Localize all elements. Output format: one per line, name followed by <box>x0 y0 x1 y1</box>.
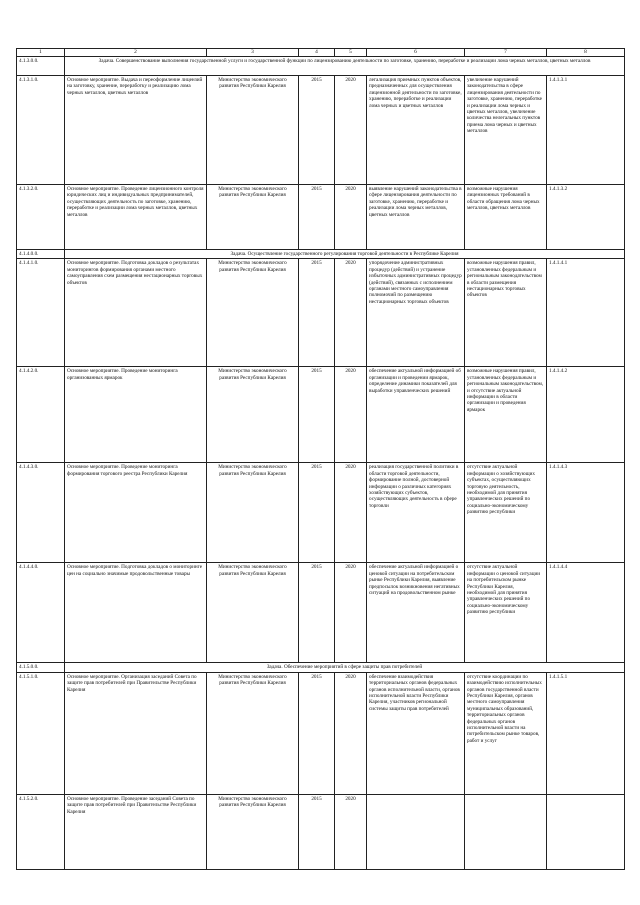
measure-row <box>17 185 625 250</box>
measure-start-year: 2015 <box>299 563 335 663</box>
measure-indicator: 1.4.1.4.4 <box>547 563 625 663</box>
measure-consequence: отсутствие актуальной информации о ценовой ситуации на потребительском рынке Республики Карелия, необходимой для принятия управленческих решений по социально-экономическому развитию республики <box>465 563 547 663</box>
measure-name: Основное мероприятие. Организация заседаний Совета по защите прав потребителей при Правительстве Республики Карелия <box>65 672 207 794</box>
measure-consequence: отсутствие актуальной информации о хозяйствующих субъектах, осуществляющих торговую деятельность, необходимой для принятия управленческих решений по социально-экономическому развитию республики <box>465 463 547 563</box>
measure-end-year: 2020 <box>335 563 367 663</box>
measure-executor: Министерство экономического развития Республики Карелия <box>207 563 299 663</box>
measure-executor: Министерство экономического развития Республики Карелия <box>207 672 299 794</box>
measure-code: 4.1.4.1.0. <box>17 259 65 367</box>
measure-end-year: 2020 <box>335 672 367 794</box>
column-number: 6 <box>367 49 465 57</box>
measure-name: Основное мероприятие. Подготовка докладов о результатах мониторингов формирования органами местного самоуправления схем размещения нестационарных торговых объектов <box>65 259 207 367</box>
program-table-page <box>16 48 624 870</box>
measure-row <box>17 463 625 563</box>
measure-end-year: 2020 <box>335 794 367 869</box>
measure-indicator: 1.4.1.4.1 <box>547 259 625 367</box>
measure-row <box>17 259 625 367</box>
measure-start-year: 2015 <box>299 259 335 367</box>
measure-consequence: возможные нарушения правил, установленных федеральным и региональным законодательством в области размещения нестационарных торговых объектов <box>465 259 547 367</box>
measure-indicator: 1.4.1.3.2 <box>547 185 625 250</box>
measure-name: Основное мероприятие. Подготовка докладов о мониторинге цен на социально значимые продовольственные товары <box>65 563 207 663</box>
measure-expected-result: легализация приемных пунктов объектов, предназначенных для осуществления лицензионной деятельности по заготовке, хранению, переработке и реализации лома черных и цветных металлов <box>367 76 465 185</box>
measure-consequence: увеличение нарушений законодательства в сфере лицензирования деятельности по заготовке, хранению, переработке и реализации лома черных и цветных металлов, увеличение количества нелегальных пунктов приема лома черных и цветных металлов <box>465 76 547 185</box>
measure-end-year: 2020 <box>335 463 367 563</box>
task-row <box>17 250 625 259</box>
task-title: Задача. Обеспечение мероприятий в сфере защиты прав потребителей <box>65 663 625 672</box>
measure-executor: Министерство экономического развития Республики Карелия <box>207 794 299 869</box>
measure-start-year: 2015 <box>299 463 335 563</box>
measure-end-year: 2020 <box>335 185 367 250</box>
measure-end-year: 2020 <box>335 259 367 367</box>
measure-name: Основное мероприятие. Проведение заседаний Совета по защите прав потребителей при Правительстве Республики Карелия <box>65 794 207 869</box>
measure-consequence <box>465 794 547 869</box>
measure-expected-result <box>367 794 465 869</box>
measure-expected-result: упорядочение административных процедур (действий) и устранение избыточных административных процедур (действий), связанных с исполнением органами местного самоуправления полномочий по размещению нестационарных торговых объектов <box>367 259 465 367</box>
measure-code: 4.1.4.3.0. <box>17 463 65 563</box>
measure-row <box>17 794 625 869</box>
measure-row <box>17 563 625 663</box>
measure-code: 4.1.3.1.0. <box>17 76 65 185</box>
task-code: 4.1.4.0.0. <box>17 250 65 259</box>
task-title: Задача. Осуществление государственного регулирования торговой деятельности в Республике Карелия <box>65 250 625 259</box>
column-number: 3 <box>207 49 299 57</box>
measures-table <box>16 48 625 870</box>
measure-code: 4.1.3.2.0. <box>17 185 65 250</box>
task-code: 4.1.5.0.0. <box>17 663 65 672</box>
measure-executor: Министерство экономического развития Республики Карелия <box>207 367 299 463</box>
column-number: 4 <box>299 49 335 57</box>
measure-executor: Министерство экономического развития Республики Карелия <box>207 185 299 250</box>
measure-executor: Министерство экономического развития Республики Карелия <box>207 259 299 367</box>
measure-end-year: 2020 <box>335 76 367 185</box>
column-number: 8 <box>547 49 625 57</box>
column-number-row <box>17 49 625 57</box>
measure-row <box>17 76 625 185</box>
measure-start-year: 2015 <box>299 672 335 794</box>
column-number: 7 <box>465 49 547 57</box>
measure-indicator: 1.4.1.5.1 <box>547 672 625 794</box>
measure-row <box>17 367 625 463</box>
measure-indicator: 1.4.1.4.2 <box>547 367 625 463</box>
measure-expected-result: обеспечение взаимодействия территориальных органов федеральных органов исполнительной власти, органов исполнительной власти Республики Карелия, участников региональной системы защиты прав потребителей <box>367 672 465 794</box>
measure-start-year: 2015 <box>299 185 335 250</box>
measure-name: Основное мероприятие. Проведение мониторинга организованных ярмарок <box>65 367 207 463</box>
measure-expected-result: реализация государственной политики в области торговой деятельности, формирование полной, достоверной информации о различных категориях хозяйствующих субъектов, осуществляющих деятельность в сфере торговли <box>367 463 465 563</box>
column-number: 1 <box>17 49 65 57</box>
measure-code: 4.1.5.1.0. <box>17 672 65 794</box>
task-title: Задача. Совершенствование выполнения государственной услуги и государственной функции по лицензированию деятельности по заготовке, хранению, переработке и реализации лома черных металлов, цветных металлов <box>65 57 625 76</box>
measure-start-year: 2015 <box>299 794 335 869</box>
column-number: 2 <box>65 49 207 57</box>
measure-start-year: 2015 <box>299 367 335 463</box>
measure-indicator: 1.4.1.4.3 <box>547 463 625 563</box>
task-row <box>17 57 625 76</box>
measure-expected-result: выявление нарушений законодательства в сфере лицензирования деятельности по заготовке, хранению, переработке и реализации лома черных металлов, цветных металлов <box>367 185 465 250</box>
measure-consequence: отсутствие координации по взаимодействию исполнительных органов государственной власти Республики Карелия, органов местного самоуправления муниципальных образований, территориальных органов федеральных органов исполнительной власти на потребительском рынке товаров, работ и услуг <box>465 672 547 794</box>
task-row <box>17 663 625 672</box>
measure-indicator: 1.4.1.3.1 <box>547 76 625 185</box>
measure-consequence: возможные нарушения правил, установленных федеральным и региональным законодательством, и отсутствие актуальной информации в области организации и проведения ярмарок <box>465 367 547 463</box>
measure-expected-result: обеспечение актуальной информацией об организации и проведении ярмарок, определение динамики показателей для выработки управленческих решений <box>367 367 465 463</box>
measure-name: Основное мероприятие. Проведение лицензионного контроля юридических лиц и индивидуальных предпринимателей, осуществляющих деятельность по заготовке, хранению, переработке и реализации лома черных металлов, цветных металлов <box>65 185 207 250</box>
measure-executor: Министерство экономического развития Республики Карелия <box>207 463 299 563</box>
measure-indicator <box>547 794 625 869</box>
measure-start-year: 2015 <box>299 76 335 185</box>
column-number: 5 <box>335 49 367 57</box>
measure-name: Основное мероприятие. Проведение мониторинга формирования торгового реестра Республики Карелия <box>65 463 207 563</box>
measure-expected-result: обеспечение актуальной информацией о ценовой ситуации на потребительском рынке Республики Карелия, выявление предпосылок возникновения негативных ситуаций на продовольственном рынке <box>367 563 465 663</box>
measure-row <box>17 672 625 794</box>
measure-code: 4.1.4.4.0. <box>17 563 65 663</box>
measure-code: 4.1.5.2.0. <box>17 794 65 869</box>
measure-name: Основное мероприятие. Выдача и переоформление лицензий на заготовку, хранение, переработку и реализацию лома черных металлов, цветных металлов <box>65 76 207 185</box>
measure-consequence: возможные нарушения лицензионных требований в области обращения лома черных металлов, цветных металлов <box>465 185 547 250</box>
measure-end-year: 2020 <box>335 367 367 463</box>
measure-code: 4.1.4.2.0. <box>17 367 65 463</box>
measure-executor: Министерство экономического развития Республики Карелия <box>207 76 299 185</box>
task-code: 4.1.3.0.0. <box>17 57 65 76</box>
